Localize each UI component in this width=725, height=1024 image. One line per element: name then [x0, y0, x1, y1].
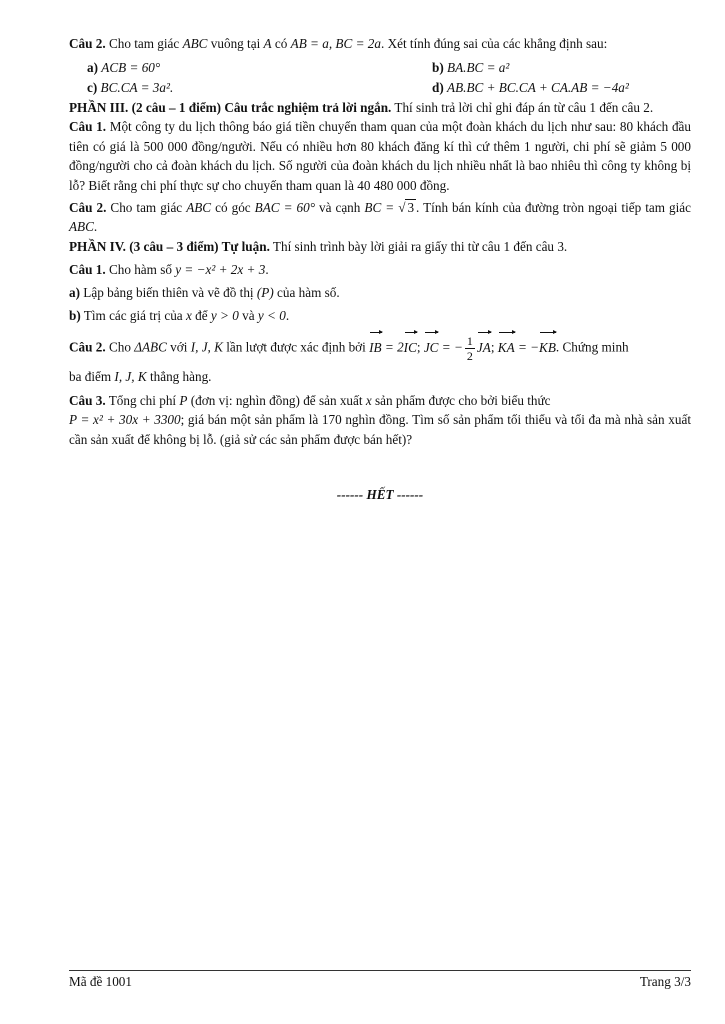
option-math: BC.CA = 3a². [100, 80, 174, 95]
section-intro: Thí sinh trình bày lời giải ra giấy thi từ câu 1 đến câu 3. [269, 238, 568, 254]
math-inline: ABC [186, 200, 212, 216]
vector-kb: KB [539, 335, 556, 361]
exam-page [69, 34, 691, 503]
question-text: có [271, 36, 291, 51]
part3-question-2 [69, 198, 691, 237]
question-text: vuông tại [207, 36, 264, 51]
vector-jc: JC [424, 335, 439, 361]
vector-ic: IC [404, 335, 417, 361]
question-label: Câu 1. [69, 119, 107, 135]
section-heading: PHẦN IV. (3 câu – 3 điểm) Tự luận. [69, 238, 270, 254]
question-label: Câu 2. [69, 339, 106, 355]
question-text: . [93, 219, 98, 235]
math-inline: = 2 [381, 339, 404, 355]
question-text: có góc [211, 200, 255, 216]
sqrt-radicand: 3 [407, 200, 415, 216]
math-inline: y = −x² + 2x + 3 [175, 262, 266, 278]
math-inline: BC = [364, 200, 399, 216]
part4-question-2-cont [69, 367, 691, 386]
math-inline: A [263, 36, 272, 51]
options-row-cd [69, 78, 691, 98]
question-text: Lập bảng biến thiên và vẽ đồ thị [80, 285, 257, 301]
question-text: của hàm số. [273, 285, 340, 301]
question-label: Câu 3. [69, 393, 106, 409]
math-inline: x [185, 308, 192, 324]
math-inline: ABC [182, 36, 208, 51]
question-text: sản phẩm được cho bởi biểu thức [371, 393, 551, 409]
question-text: Cho tam giác [105, 36, 183, 51]
question-text: (đơn vị: nghìn đồng) để sản xuất [187, 393, 366, 409]
sqrt-symbol: √ 3 [398, 200, 415, 216]
part4-question-2 [69, 334, 691, 363]
question-text: ba điểm [69, 369, 115, 385]
question-text: ; giá bán một sản phẩm là 170 nghìn đồng. Tìm số sản phẩm tối thiểu và tối đa mà nhà sản xuất cần sản xuất để không bị lỗ. (giả sử các sản phẩm được bán hết)? [69, 412, 691, 447]
question-label: Câu 1. [69, 262, 106, 278]
option-math: ACB = 60° [101, 60, 161, 75]
question-text: để [191, 308, 211, 324]
math-inline: ; [416, 339, 424, 355]
option-label: b) [432, 60, 444, 75]
option-d [432, 78, 691, 98]
fraction-denominator: 2 [466, 349, 473, 364]
option-label: d) [432, 80, 444, 95]
fraction [465, 334, 475, 363]
math-inline: BAC = 60° [254, 200, 315, 216]
math-inline: x [365, 393, 372, 409]
question-text: với [166, 339, 191, 355]
question-text: . [265, 262, 269, 278]
question-text: Cho hàm số [105, 262, 176, 278]
question-text: Cho tam giác [106, 200, 187, 216]
question-label: Câu 2. [69, 36, 106, 51]
part3-question-1 [69, 117, 691, 195]
page-footer [69, 970, 691, 990]
part4-question-1b [69, 306, 691, 325]
math-inline: I, J, K [114, 369, 147, 385]
subquestion-label: a) [69, 285, 80, 301]
math-inline: = − [438, 339, 463, 355]
option-math: AB.BC + BC.CA + CA.AB = −4a² [447, 80, 629, 95]
question-text: Tổng chi phí [105, 393, 180, 409]
section-intro: Thí sinh trả lời chỉ ghi đáp án từ câu 1 đến câu 2. [391, 100, 654, 115]
math-inline: P [179, 393, 188, 409]
question-label: Câu 2. [69, 200, 107, 216]
math-inline: I, J, K [190, 339, 223, 355]
subquestion-label: b) [69, 308, 81, 324]
part2-question-2 [69, 34, 691, 53]
option-math: BA.BC = a² [447, 60, 510, 75]
question-text: Một công ty du lịch thông báo giá tiền chuyến tham quan của một đoàn khách du lịch như sau: 80 khách đầu tiên có giá là 500 000 đồng/người. Nếu có nhiều hơn 80 khách đăng kí thì cứ thêm 1 người, chi phí sẽ giảm 5 000 đồng/người cho cả đoàn khách du lịch. Số người của đoàn khách du lịch nhiều nhất là bao nhiêu thì công ty không bị lỗ? Biết rằng chi phí thực sự cho chuyến tham quan là 40 480 000 đồng. [69, 119, 692, 193]
exam-code: Mã đề 1001 [69, 974, 132, 989]
part4-question-1 [69, 260, 691, 279]
option-b [432, 58, 691, 78]
question-text: Tìm các giá trị của [80, 308, 186, 324]
question-text: và cạnh [314, 200, 365, 216]
math-inline: = − [514, 339, 540, 355]
math-inline: ABC [69, 219, 94, 235]
math-inline: ΔABC [134, 339, 167, 355]
fraction-numerator: 1 [466, 334, 473, 349]
option-c [69, 78, 432, 98]
math-inline: P = x² + 30x + 3300 [69, 412, 181, 428]
question-text: và [238, 308, 258, 324]
options-row-ab [69, 58, 691, 78]
question-text: . [285, 308, 290, 324]
math-inline: y < 0 [257, 308, 286, 324]
math-inline: AB = a, BC = 2a [290, 36, 381, 51]
section-heading: PHẦN III. (2 câu – 1 điểm) Câu trắc nghiệm trả lời ngắn. [69, 100, 392, 115]
part4-heading [69, 237, 691, 256]
page-number: Trang 3/3 [639, 974, 691, 989]
part4-question-3-cont [69, 410, 691, 449]
math-inline: (P) [256, 285, 274, 301]
option-label: c) [87, 80, 98, 95]
part4-question-1a [69, 283, 691, 302]
math-inline: ; [490, 339, 498, 355]
part3-heading [69, 98, 691, 117]
part4-question-3 [69, 391, 691, 410]
end-mark: ------ HẾT ------ [336, 487, 424, 503]
math-inline: y > 0 [210, 308, 239, 324]
option-label: a) [87, 60, 98, 75]
vector-ka: KA [498, 335, 515, 361]
question-text: . Chứng minh [555, 339, 629, 355]
question-text: . Xét tính đúng sai của các khẳng định sau: [380, 36, 608, 51]
option-a [69, 58, 432, 78]
question-text: . Tính bán kính của đường tròn ngoại tiếp tam giác [416, 200, 691, 216]
question-text: Cho [105, 339, 135, 355]
question-text: lần lượt được xác định bởi [222, 339, 370, 355]
vector-ja: JA [477, 335, 491, 361]
vector-ib: IB [369, 335, 381, 361]
question-text: thẳng hàng. [146, 369, 212, 385]
